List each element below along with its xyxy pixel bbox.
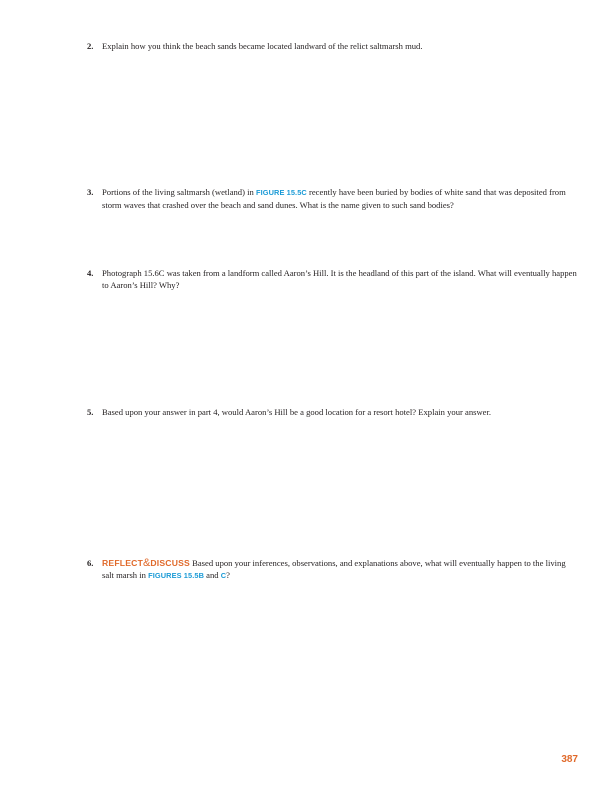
question-number: 6. — [87, 558, 94, 568]
ampersand-label: & — [143, 557, 151, 569]
question-text: Explain how you think the beach sands became located landward of the relict saltmarsh mud. — [102, 41, 423, 51]
question-text-part: and — [204, 570, 221, 580]
question-text-part: recently have been buried by bodies of white sand that was deposited from storm waves that crashed over the beach and sand dunes. What is the name given to such sand bodies? — [102, 187, 566, 210]
question-2 — [87, 40, 577, 52]
question-5 — [87, 406, 577, 418]
figure-reference-link[interactable]: FIGURE 15.5C — [255, 188, 307, 197]
question-4 — [87, 267, 577, 291]
discuss-label: DISCUSS — [150, 558, 190, 568]
question-3 — [87, 186, 577, 211]
question-number: 3. — [87, 187, 94, 197]
question-number: 4. — [87, 268, 94, 278]
question-number: 2. — [87, 41, 94, 51]
question-text — [102, 557, 577, 582]
question-text: Photograph 15.6C was taken from a landform called Aaron’s Hill. It is the headland of this part of the island. What will eventually happen to Aaron’s Hill? Why? — [102, 268, 577, 290]
reflect-label: REFLECT — [102, 558, 144, 568]
page-number: 387 — [561, 754, 578, 765]
question-text: Based upon your answer in part 4, would Aaron’s Hill be a good location for a resort hotel? Explain your answer. — [102, 407, 492, 417]
question-text — [102, 186, 577, 211]
question-text-part: Based upon your inferences, observations, and explanations above, what will eventually happen to the living salt marsh in — [102, 558, 566, 580]
figure-reference-link[interactable]: FIGURES 15.5B — [148, 571, 205, 580]
question-number: 5. — [87, 407, 94, 417]
question-text-part: Portions of the living saltmarsh (wetland) in — [102, 187, 256, 197]
figure-reference-link[interactable]: C — [220, 571, 227, 580]
question-text-part: ? — [226, 570, 230, 580]
question-6 — [87, 557, 577, 582]
